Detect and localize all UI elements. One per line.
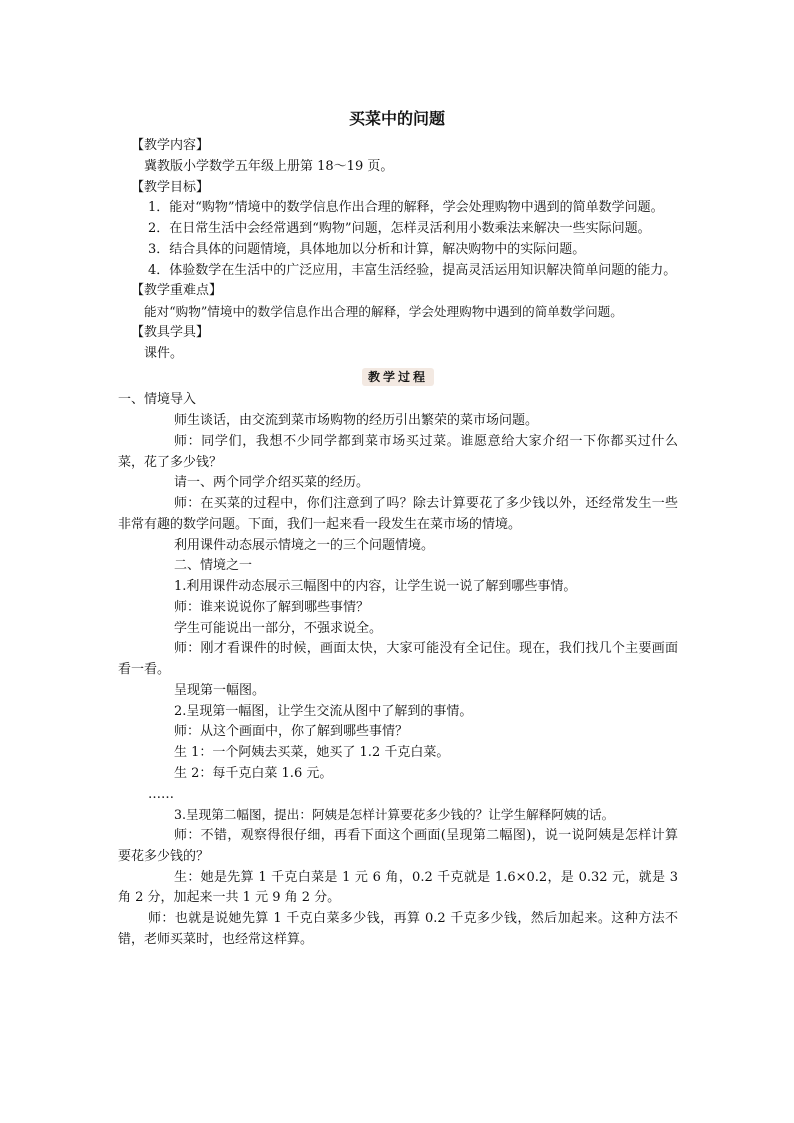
para-3: 师：同学们，我想不少同学都到菜市场买过菜。谁愿意给大家介绍一下你都买过什么菜，花了多少钱？ (118, 433, 678, 470)
para-20: 生：她是先算 1 千克白菜是 1 元 6 角，0.2 千克就是 1.6×0.2，是 0.32 元，就是 3 角 2 分，加起来一共 1 元 9 角 2 分。 (118, 869, 678, 906)
document-body (118, 136, 678, 951)
para-13: 2.呈现第一幅图，让学生交流从图中了解到的事情。 (174, 703, 473, 719)
goal-4: 4．体验数学在生活中的广泛应用，丰富生活经验，提高灵活运用知识解决简单问题的能力。 (148, 262, 677, 278)
goals-heading: 【教学目标】 (131, 179, 210, 195)
process-heading (118, 364, 678, 390)
tools-text: 课件。 (144, 345, 184, 361)
key-heading: 【教学重难点】 (131, 283, 223, 299)
goal-2: 2．在日常生活中会经常遇到“购物”问题，怎样灵活利用小数乘法来解决一些实际问题。 (148, 221, 651, 236)
para-5: 师：在买菜的过程中，你们注意到了吗？除去计算要花了多少钱以外，还经常发生一些非常有趣的数学问题。下面，我们一起来看一段发生在菜市场的情境。 (118, 496, 678, 532)
tools-heading: 【教具学具】 (131, 324, 210, 340)
key-text: 能对“购物”情境中的数学信息作出合理的解释，学会处理购物中遇到的简单数学问题。 (144, 304, 623, 319)
para-9: 师：谁来说说你了解到哪些事情？ (174, 599, 370, 615)
para-19: 师：不错，观察得很仔细，再看下面这个画面(呈现第二幅图)，说一说阿姨是怎样计算要花多少钱的？ (118, 828, 678, 864)
goal-3: 3．结合具体的问题情境，具体地加以分析和计算，解决购物中的实际问题。 (148, 241, 586, 257)
para-8: 1.利用课件动态展示三幅图中的内容，让学生说一说了解到哪些事情。 (174, 579, 577, 594)
process-heading-label: 教学过程 (362, 368, 434, 386)
para-11: 师：刚才看课件的时候，画面太快，大家可能没有全记住。现在，我们找几个主要画面看一看。 (118, 641, 678, 677)
para-14: 师：从这个画面中，你了解到哪些事情？ (174, 724, 409, 740)
para-17: …… (148, 786, 174, 802)
para-2: 师生谈话，由交流到菜市场购物的经历引出繁荣的菜市场问题。 (174, 413, 539, 428)
para-7: 二、情境之一 (174, 558, 253, 574)
para-6: 利用课件动态展示情境之一的三个问题情境。 (174, 537, 435, 553)
para-15: 生 1：一个阿姨去买菜，她买了 1.2 千克白菜。 (174, 745, 450, 760)
para-21: 师：也就是说她先算 1 千克白菜多少钱，再算 0.2 千克多少钱，然后加起来。这种方法不错，老师买菜时，也经常这样算。 (118, 911, 678, 947)
para-4: 请一、两个同学介绍买菜的经历。 (174, 475, 370, 491)
para-10: 学生可能说出一部分，不强求说全。 (174, 620, 383, 636)
para-18: 3.呈现第二幅图，提出：阿姨是怎样计算要花多少钱的？让学生解释阿姨的话。 (174, 807, 615, 823)
para-16: 生 2：每千克白菜 1.6 元。 (174, 765, 333, 781)
para-1: 一、情境导入 (118, 392, 197, 408)
goal-1: 1．能对“购物”情境中的数学信息作出合理的解释，学会处理购物中遇到的简单数学问题。 (148, 200, 664, 216)
para-12: 呈现第一幅图。 (174, 682, 266, 698)
document-title: 买菜中的问题 (348, 109, 445, 128)
content-text: 冀教版小学数学五年级上册第 18～19 页。 (144, 158, 394, 174)
content-heading: 【教学内容】 (131, 138, 210, 153)
